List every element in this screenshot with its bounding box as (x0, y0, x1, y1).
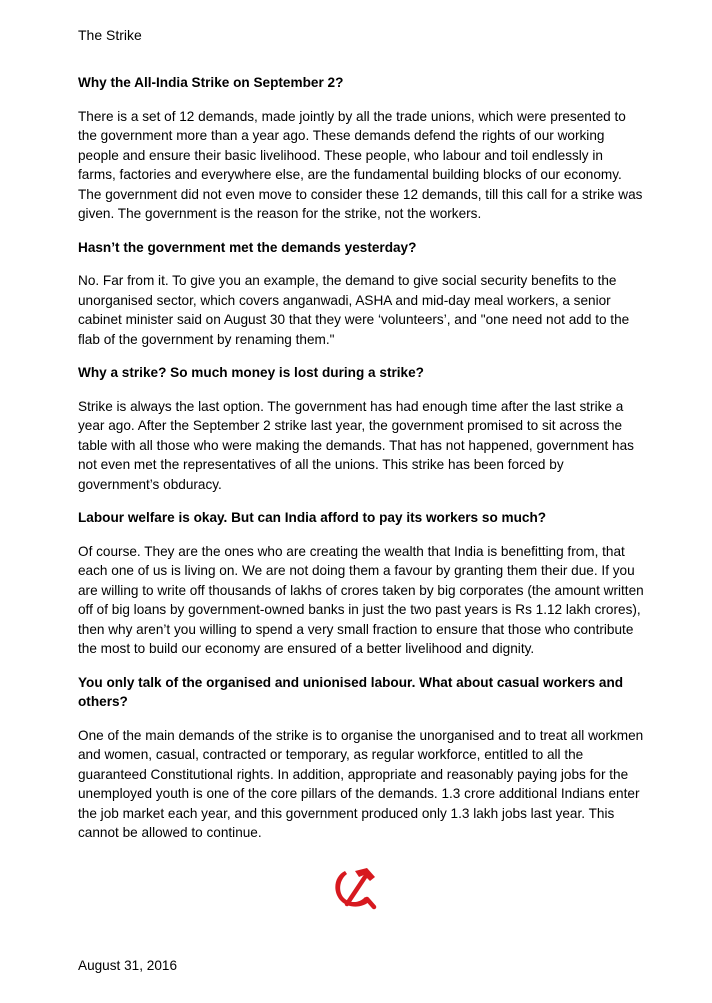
section-answer: Strike is always the last option. The government has had enough time after the last strike a year ago. After the September 2 strike last year, the government promised to sit across the table with all those who were making the demands. That has not happened, government has not even met the representatives of all the unions. This strike has been forced by government’s obduracy. (78, 398, 634, 492)
section-question: You only talk of the organised and unionised labour. What about casual workers and others? (78, 674, 624, 709)
section-question: Hasn’t the government met the demands yesterday? (78, 239, 417, 255)
hammer-sickle-icon (330, 866, 380, 912)
section-question: Why a strike? So much money is lost during a strike? (78, 365, 424, 380)
section-answer: No. Far from it. To give you an example, the demand to give social security benefits to the unorganised sector, which covers anganwadi, ASHA and mid-day meal workers, a senior cabinet minister said on August 30 that they were ‘volunteers’, and "one need not add to the flab of the government by renaming them." (78, 273, 630, 347)
document-header: The Strike (78, 27, 142, 43)
document-body (78, 73, 644, 857)
section-question: Why the All-India Strike on September 2? (78, 75, 344, 90)
section-answer: One of the main demands of the strike is to organise the unorganised and to treat all workmen and women, casual, contracted or temporary, as regular workforce, entitled to all the guaranteed Constitutional rights. In addition, appropriate and reasonably paying jobs for the unemployed youth is one of the core pillars of the demands. 1.3 crore additional Indians enter the job market each year, and this government produced only 1.3 lakh jobs last year. This cannot be allowed to continue. (78, 727, 644, 840)
section-question: Labour welfare is okay. But can India afford to pay its workers so much? (78, 510, 547, 525)
document-date: August 31, 2016 (78, 958, 178, 973)
section-answer: There is a set of 12 demands, made jointly by all the trade unions, which were presented to the government more than a year ago. These demands defend the rights of our working people and ensure their basic livelihood. These people, who labour and toil endlessly in farms, factories and everywhere else, are the fundamental building blocks of our economy. The government did not even move to consider these 12 demands, till this call for a strike was given. The government is the reason for the strike, not the workers. (78, 108, 643, 221)
section-answer: Of course. They are the ones who are creating the wealth that India is benefitting from, that each one of us is living on. We are not doing them a favour by granting them their due. If you are willing to write off thousands of lakhs of crores taken by big corporates (the amount written off of big loans by government-owned banks in just the two past years is Rs 1.12 lakh crores), then why aren’t you willing to spend a very small fraction to ensure that those who contribute the most to build our economy are ensured of a better livelihood and dignity. (78, 543, 644, 656)
